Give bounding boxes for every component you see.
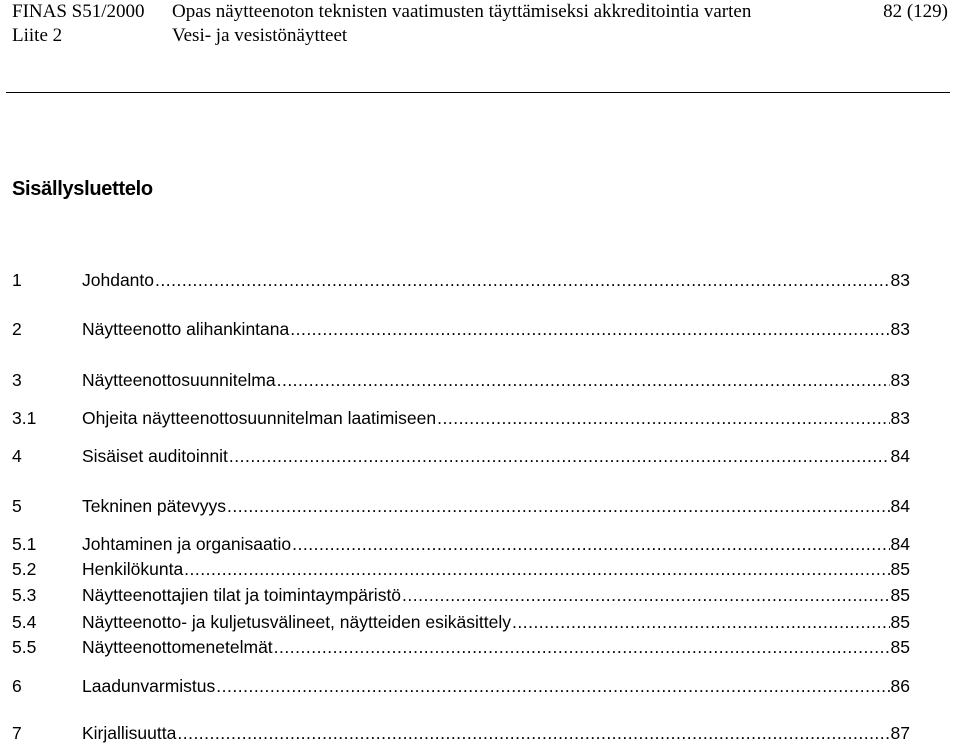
toc-entry-number: 6	[12, 676, 22, 696]
toc-entry[interactable]	[12, 635, 910, 659]
toc-entry-text: Ohjeita näytteenottosuunnitelman laatimiseen	[82, 408, 437, 428]
dot-leader	[512, 610, 890, 634]
toc-entry-number: 5.2	[12, 559, 37, 579]
toc-entry-text: Johtaminen ja organisaatio	[82, 534, 292, 554]
toc-entry-page: 83	[890, 370, 910, 390]
dot-leader	[274, 635, 890, 659]
toc-entry[interactable]	[12, 406, 910, 430]
toc-entry-page: 83	[890, 408, 910, 428]
toc-entry-number: 5.5	[12, 637, 37, 657]
toc-entry-number: 4	[12, 446, 22, 466]
toc-entry[interactable]	[12, 317, 910, 341]
document-id: FINAS S51/2000	[12, 1, 145, 22]
header-line-1	[12, 0, 751, 24]
toc-entry-page: 86	[890, 676, 910, 696]
toc-entry-page: 85	[890, 559, 910, 579]
toc-entry-number: 7	[12, 723, 22, 743]
toc-entry-number: 5.3	[12, 585, 37, 605]
toc-entry[interactable]	[12, 268, 910, 292]
dot-leader	[292, 532, 889, 556]
toc-entry-text: Näytteenotto- ja kuljetusvälineet, näytteiden esikäsittely	[82, 612, 511, 632]
toc-title: Sisällysluettelo	[12, 178, 153, 200]
toc-entry[interactable]	[12, 721, 910, 745]
dot-leader	[290, 317, 889, 341]
toc-entry-text: Näytteenottomenetelmät	[82, 637, 273, 657]
toc-entry-text: Henkilökunta	[82, 559, 184, 579]
toc-entry-page: 85	[890, 585, 910, 605]
toc-entry-text: Tekninen pätevyys	[82, 496, 226, 516]
toc-entry-text: Kirjallisuutta	[82, 723, 177, 743]
toc-entry[interactable]	[12, 557, 910, 581]
toc-entry-page: 85	[890, 612, 910, 632]
dot-leader	[437, 406, 889, 430]
toc-entry[interactable]	[12, 532, 910, 556]
toc-entry-page: 85	[890, 637, 910, 657]
toc-entry-page: 83	[890, 319, 910, 339]
dot-leader	[277, 368, 890, 392]
toc-entry[interactable]	[12, 674, 910, 698]
toc-entry-text: Näytteenotto alihankintana	[82, 319, 290, 339]
page-number: 82 (129)	[883, 1, 948, 22]
toc-entry[interactable]	[12, 368, 910, 392]
toc-entry[interactable]	[12, 494, 910, 518]
dot-leader	[229, 444, 890, 468]
toc-entry-page: 84	[890, 534, 910, 554]
toc-entry[interactable]	[12, 444, 910, 468]
toc-entry-text: Näytteenottosuunnitelma	[82, 370, 276, 390]
dot-leader	[216, 674, 889, 698]
annex-title: Vesi- ja vesistönäytteet	[172, 25, 348, 46]
document-title: Opas näytteenoton teknisten vaatimusten täyttämiseksi akkreditointia varten	[172, 1, 752, 22]
toc-entry-text: Sisäiset auditoinnit	[82, 446, 228, 466]
toc-entry-page: 87	[890, 723, 910, 743]
dot-leader	[177, 721, 889, 745]
toc-entry-number: 3	[12, 370, 22, 390]
toc-entry-text: Näytteenottajien tilat ja toimintaympäristö	[82, 585, 402, 605]
dot-leader	[402, 583, 889, 607]
toc-entry-number: 2	[12, 319, 22, 339]
toc-entry-page: 84	[890, 446, 910, 466]
toc-entry-number: 5	[12, 496, 22, 516]
header-rule	[6, 92, 950, 93]
toc-entry-number: 5.4	[12, 612, 37, 632]
toc-entry-text: Laadunvarmistus	[82, 676, 216, 696]
dot-leader	[184, 557, 889, 581]
toc-entry-number: 3.1	[12, 408, 37, 428]
toc-entry-number: 5.1	[12, 534, 37, 554]
toc-entry-page: 83	[890, 270, 910, 290]
dot-leader	[155, 268, 890, 292]
toc-entry-page: 84	[890, 496, 910, 516]
toc-entry-text: Johdanto	[82, 270, 155, 290]
dot-leader	[227, 494, 890, 518]
toc-entry[interactable]	[12, 610, 910, 634]
toc-entry[interactable]	[12, 583, 910, 607]
header-line-2	[12, 24, 347, 48]
toc-entry-number: 1	[12, 270, 22, 290]
annex-label: Liite 2	[12, 25, 63, 46]
